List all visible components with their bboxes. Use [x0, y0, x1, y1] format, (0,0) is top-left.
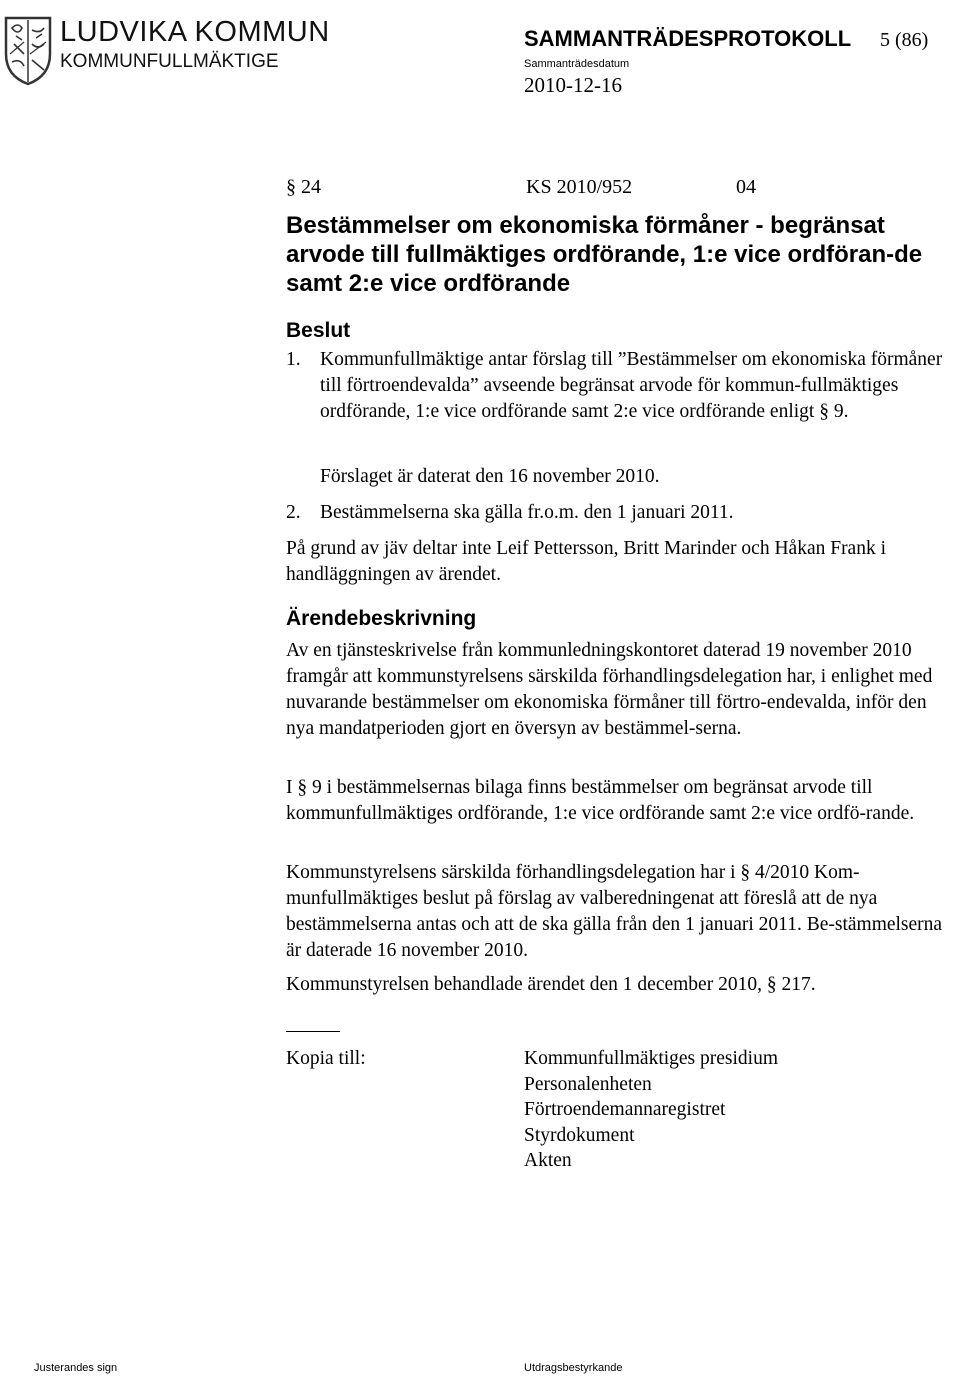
copy-to-list: [524, 1046, 778, 1174]
meeting-date-label: Sammanträdesdatum: [524, 58, 630, 70]
decision-item-text: Bestämmelserna ska gälla fr.o.m. den 1 januari 2011.: [320, 502, 734, 523]
copy-recipient: Styrdokument: [524, 1124, 635, 1146]
body-paragraph: Kommunstyrelsens särskilda förhandlingsdelegation har i § 4/2010 Kom-munfullmäktiges beslut på förslag av valberedningenat att föreslå att de nya bestämmelserna antas och att de ska gälla från den 1 januari 2011. Be-stämmelserna är daterade 16 november 2010.: [286, 862, 943, 961]
page-number: 5 (86): [880, 29, 929, 51]
org-subtitle: KOMMUNFULLMÄKTIGE: [60, 51, 279, 72]
decision-item-note: Förslaget är daterat den 16 november 2010.: [320, 466, 660, 487]
divider: [286, 1031, 340, 1032]
municipal-coat-of-arms-icon: [2, 14, 54, 86]
document-title: SAMMANTRÄDESPROTOKOLL: [524, 26, 852, 51]
section-line: [286, 174, 756, 200]
copy-recipient: Personalenheten: [524, 1073, 652, 1095]
copy-recipient: Kommunfullmäktiges presidium: [524, 1048, 779, 1069]
case-number: KS 2010/952: [526, 176, 633, 198]
case-code: 04: [736, 176, 756, 198]
body-paragraph: Kommunstyrelsen behandlade ärendet den 1 december 2010, § 217.: [286, 974, 816, 995]
extract-certification-label: Utdragsbestyrkande: [524, 1362, 623, 1374]
beslut-heading: Beslut: [286, 319, 351, 342]
body-paragraph: I § 9 i bestämmelsernas bilaga finns bestämmelser om begränsat arvode till kommunfullmäktiges ordförande, 1:e vice ordförande samt 2:e vice ordfö-rande.: [286, 777, 915, 824]
decision-item-text: Kommunfullmäktige antar förslag till ”Bestämmelser om ekonomiska förmåner till förtroendevalda” avseende begränsat arvode för kommun-fullmäktiges ordförande, 1:e vice ordförande samt 2:e vice ordförande enligt § 9.: [320, 349, 943, 422]
copy-to-label: Kopia till:: [286, 1048, 366, 1069]
section-heading: Bestämmelser om ekonomiska förmåner - begränsat arvode till fullmäktiges ordförande, 1:e vice ordföran-de samt 2:e vice ordförande: [286, 212, 923, 297]
copy-recipient: Förtroendemannaregistret: [524, 1099, 726, 1120]
signature-label: Justerandes sign: [34, 1362, 118, 1374]
jav-statement: På grund av jäv deltar inte Leif Pettersson, Britt Marinder och Håkan Frank i handläggningen av ärendet.: [286, 538, 887, 585]
arende-heading: Ärendebeskrivning: [286, 607, 477, 630]
copy-recipient: Akten: [524, 1150, 572, 1171]
section-number: § 24: [286, 176, 321, 198]
meeting-date: 2010-12-16: [524, 73, 622, 97]
decision-item-number: 2.: [286, 502, 301, 523]
decision-item-number: 1.: [286, 349, 301, 370]
body-paragraph: Av en tjänsteskrivelse från kommunledningskontoret daterad 19 november 2010 framgår att kommunstyrelsens särskilda förhandlingsdelegation har, i enlighet med nuvarande bestämmelser om ekonomiska förmåner till förtro-endevalda, inför den nya mandatperioden gjort en översyn av bestämmel-serna.: [286, 640, 933, 739]
org-name: LUDVIKA KOMMUN: [60, 16, 330, 48]
